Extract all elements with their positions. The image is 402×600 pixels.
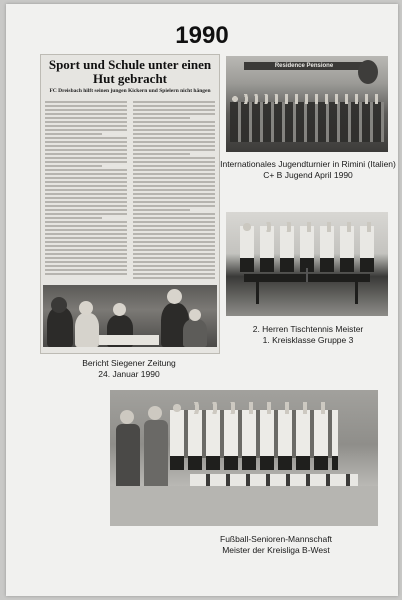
article-column-2 xyxy=(133,101,215,283)
football-senior-team-photo xyxy=(110,390,378,526)
rimini-team-photo xyxy=(226,56,388,152)
football-caption xyxy=(176,534,376,555)
newspaper-clipping xyxy=(40,54,220,354)
table-tennis-caption xyxy=(220,324,396,345)
classroom-photo xyxy=(43,285,217,347)
article-caption-line2: 24. Januar 1990 xyxy=(98,368,160,379)
scrapbook-page xyxy=(6,4,398,596)
football-caption-line1: Fußball-Senioren-Mannschaft xyxy=(220,534,332,544)
article-text-columns xyxy=(45,101,215,283)
article-headline: Sport und Schule unter einen Hut gebracht xyxy=(48,57,212,86)
page-year: 1990 xyxy=(175,22,229,49)
table-tennis-team-photo xyxy=(226,212,388,316)
building-sign: Residence Pensione xyxy=(244,62,364,70)
article-caption xyxy=(40,358,218,379)
article-column-1 xyxy=(45,101,127,283)
table-tennis-caption-line1: 2. Herren Tischtennis Meister xyxy=(252,324,364,334)
article-subheadline: FC Dreisbach hilft seinen jungen Kickern und Spielern nicht hängen xyxy=(49,88,211,94)
table-tennis-caption-line2: 1. Kreisklasse Gruppe 3 xyxy=(262,334,354,345)
article-caption-line1: Bericht Siegener Zeitung xyxy=(82,358,176,368)
football-caption-line2: Meister der Kreisliga B-West xyxy=(222,544,330,555)
rimini-caption: Internationales Jugendturnier in Rimini (Italien) C+ B Jugend April 1990 xyxy=(220,159,396,180)
